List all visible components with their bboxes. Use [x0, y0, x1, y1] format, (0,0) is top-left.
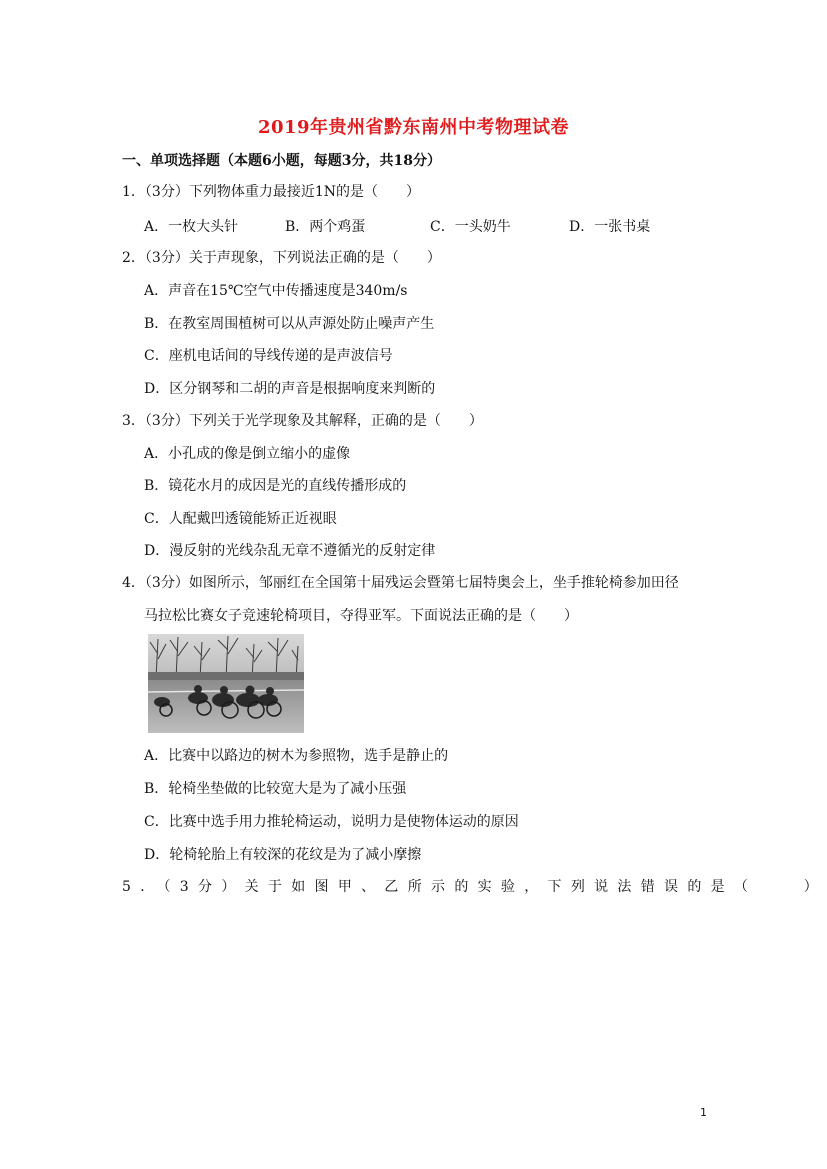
q2-option-d: D．区分钢琴和二胡的声音是根据响度来判断的	[144, 381, 436, 397]
q3-option-a: A．小孔成的像是倒立缩小的虚像	[144, 446, 351, 462]
q2-option-a: A．声音在15℃空气中传播速度是340m/s	[144, 283, 408, 299]
q4-option-c: C．比赛中选手用力推轮椅运动，说明力是使物体运动的原因	[144, 814, 519, 830]
exam-title: 2019年贵州省黔东南州中考物理试卷	[257, 117, 570, 138]
q1-option-c: C．一头奶牛	[430, 219, 511, 235]
question-1-stem: 1．（3分）下列物体重力最接近1N的是（ ）	[122, 184, 420, 200]
q1-option-b: B．两个鸡蛋	[285, 219, 366, 235]
q3-option-b: B．镜花水月的成因是光的直线传播形成的	[144, 478, 407, 494]
question-5-stem: 5．（3分）关于如图甲、乙所示的实验，下列说法错误的是（ ）	[122, 879, 827, 895]
question-4-stem-line2: 马拉松比赛女子竞速轮椅项目，夺得亚军。下面说法正确的是（ ）	[144, 608, 578, 624]
q4-option-a: A．比赛中以路边的树木为参照物，选手是静止的	[144, 748, 449, 764]
q3-option-c: C．人配戴凹透镜能矫正近视眼	[144, 511, 337, 527]
page-number: 1	[700, 1106, 707, 1119]
question-2-stem: 2．（3分）关于声现象，下列说法正确的是（ ）	[122, 250, 441, 266]
q2-option-b: B．在教室周围植树可以从声源处防止噪声产生	[144, 316, 435, 332]
q4-option-b: B．轮椅坐垫做的比较宽大是为了减小压强	[144, 781, 407, 797]
q4-option-d: D．轮椅轮胎上有较深的花纹是为了减小摩擦	[144, 847, 422, 863]
question-4-stem-line1: 4．（3分）如图所示，邹丽红在全国第十届残运会暨第七届特奥会上，坐手推轮椅参加田径	[122, 575, 679, 591]
q1-option-d: D．一张书桌	[569, 219, 651, 235]
wheelchair-race-photo	[148, 634, 304, 733]
q2-option-c: C．座机电话间的导线传递的是声波信号	[144, 348, 393, 364]
q3-option-d: D．漫反射的光线杂乱无章不遵循光的反射定律	[144, 543, 436, 559]
question-3-stem: 3．（3分）下列关于光学现象及其解释，正确的是（ ）	[122, 413, 483, 429]
q1-option-a: A．一枚大头针	[144, 219, 239, 235]
section-heading: 一、单项选择题（本题6小题，每题3分，共18分）	[122, 153, 441, 169]
